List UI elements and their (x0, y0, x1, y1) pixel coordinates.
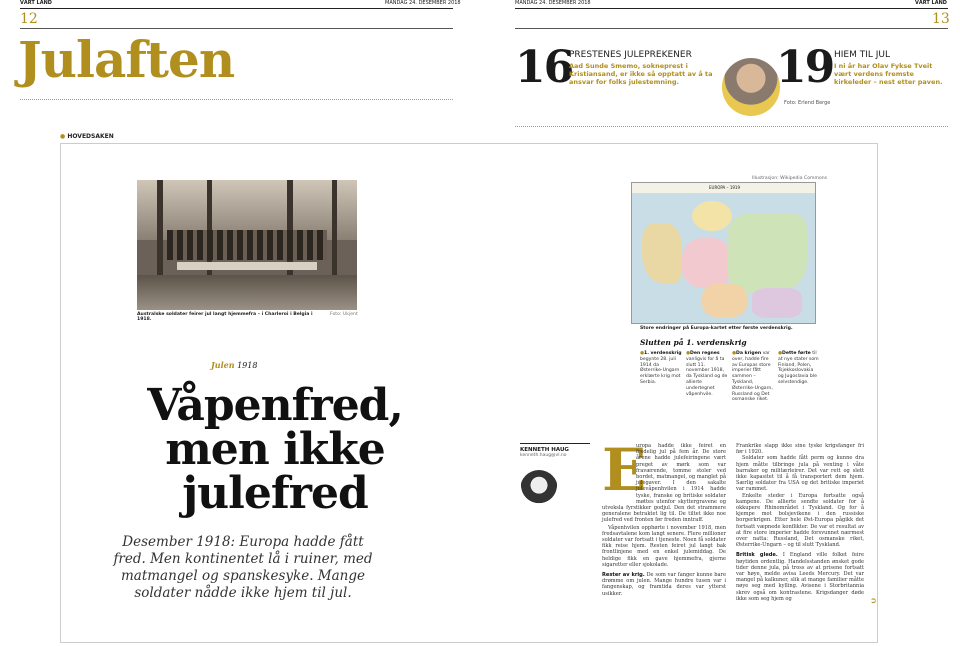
photo-credit: Foto: Ukjent (330, 312, 358, 317)
map-credit: Illustrasjon: Wikipedia Commons (752, 176, 828, 181)
page-number-left: 12 (20, 11, 38, 27)
author-avatar (520, 470, 558, 508)
section-title: Julaften (18, 30, 235, 89)
date-right: MANDAG 24. DESEMBER 2018 (515, 0, 591, 6)
infobox-item-4: ●Dette førte til at nye stater som Finland, Polen, Tsjekkoslovakia og Jugoslavia ble selvstendige. (778, 351, 819, 385)
page-number-right: 13 (932, 11, 950, 27)
body-column-1: uropa hadde ikke feiret en fredelig jul på fem år. De store årene hadde julefeiringene vært preget av mørk som var fraværende, tomme stoler ved bordet, matmangel, og manglet på julegaver. I den sakalte julevåpenhvilen i 1914 hadde tyske, franske og britiske soldater møttes utenfor skyttergravene og utveksla fyrstikker godjul. Den det strammere generalene betraktet lig til. De tiltet ikke noe julefred ved fronten før freden inntraff. Våpenhvilen opphørte i november 1918, men fredsavtalene kom langt senere. Flere millioner soldater var fortsatt i tjeneste. Noen få soldater fikk reise hjem. Resten feiret jul langt bak frontlinjene med en enkel julemiddag. De heldige fikk en gave hjemmefra, gjerne sigaretter eller sjokolade. Rester av krig. De som var fanger kunne bare drømme om julen. Mange hundre tusen var i fangenskap, og framtida deres var ytterst usikker. (602, 443, 726, 597)
kicker: ● HOVEDSAKEN (60, 133, 114, 140)
body-column-2: Frankrike slapp ikke sine tyske krigsfanger fri før i 1920. Soldater som hadde fått perm og kunne dra hjem måtte tilbringe jula på venting i våte barraker og militærleirer. Det var rett og slett ikke kapasitet til å få transportert dem hjem. Særlig soldater fra USA og det britiske imperiet var rammet. Enkelte steder i Europa fortsatte også kampene. De allierte sendte soldater for å okkupere Rhinområdet i Tyskland. Og for å kjempe mot bolsjevikene i den russiske borgerkrigen. Etter hele Øst-Europa pågikk det fortsatt væpnede konflikter. De var et resultat av at fire store imperier hadde forsvunnet nærmest over natta: Russland, Det osmanske riket, Østerrike-Ungarn – og til slutt Tyskland. Britisk glede. I England ville folket feire høytiden ordentlig. Handelsstanden ønsket gode tider denne jula, på tross av at prisene fortsatt var høye, melde avisa Leeds Mercury. Det var mangel på kalkuner, slik at mange familier måtte nøye seg med kylling. Avisene i Storbritannia skrev også om kontrastene. Krigsdanger døde ikke som seg hjem og (736, 443, 864, 602)
infobox-title: Slutten på 1. verdenskrig (640, 338, 747, 347)
standfirst: Desember 1918: Europa hadde fått fred. Men kontinentet lå i ruiner, med matmangel og spanskesyke. Mange soldater nådde ikke hjem til jul. (113, 534, 373, 601)
portrait-avatar (722, 58, 780, 116)
teaser-body: I ni år har Olav Fykse Tveit vært verdens fremste kirkeleder – nest etter paven. (834, 62, 943, 86)
photo-caption: Australske soldater feirer jul langt hjemmefra – i Charleroi i Belgia i 1918. (137, 312, 313, 322)
europe-map: EUROPA – 1919 (631, 182, 816, 324)
photo-credit: Foto: Erlend Berge (784, 100, 831, 106)
brand-left: VÅRT LAND (20, 0, 52, 6)
arrow-right-icon[interactable]: ➲ (870, 596, 877, 605)
dropcap: E (602, 436, 647, 504)
date-left: MANDAG 24. DESEMBER 2018 (385, 0, 461, 6)
infobox-item-2: ●Den regnes vanligvis for å ta slutt 11. november 1918, da Tyskland og de allierte undertegnet våpenhvile. (686, 351, 728, 397)
infobox-item-1: ●1. verdenskrig begynte 28. juli 1914 da Østerrike-Ungarn erklærte krig mot Serbia. (640, 351, 682, 385)
teaser-title: HIEM TIL JUL (834, 50, 891, 60)
infobox-item-3: ●Da krigen var over, hadde fire av Europas store imperier fått sammen – Tyskland, Østerrike-Ungarn, Russland og Det osmanske riket. (732, 351, 773, 403)
headline: Våpenfred, men ikke julefred (147, 380, 403, 519)
soldiers-photo (137, 180, 357, 310)
brand-right: VÅRT LAND (915, 0, 947, 6)
teaser-number: 16 (515, 42, 573, 93)
teaser-title: PRESTENES JULEPREKENER (569, 50, 692, 60)
teaser-number: 19 (776, 42, 834, 93)
map-caption: Store endringer på Europa-kartet etter første verdenskrig. (640, 326, 793, 331)
circle-bullet-icon: ● (60, 133, 66, 140)
story-label: Julen 1918 (211, 360, 258, 370)
byline: KENNETH HAUG kenneth.haug@vl.no (520, 443, 590, 508)
teaser-19[interactable] (722, 40, 952, 110)
teaser-body: Aad Sunde Smemo, sokneprest i Kristiansand, er ikke så opptatt av å ta ansvar for folks julestemning. (569, 62, 713, 86)
